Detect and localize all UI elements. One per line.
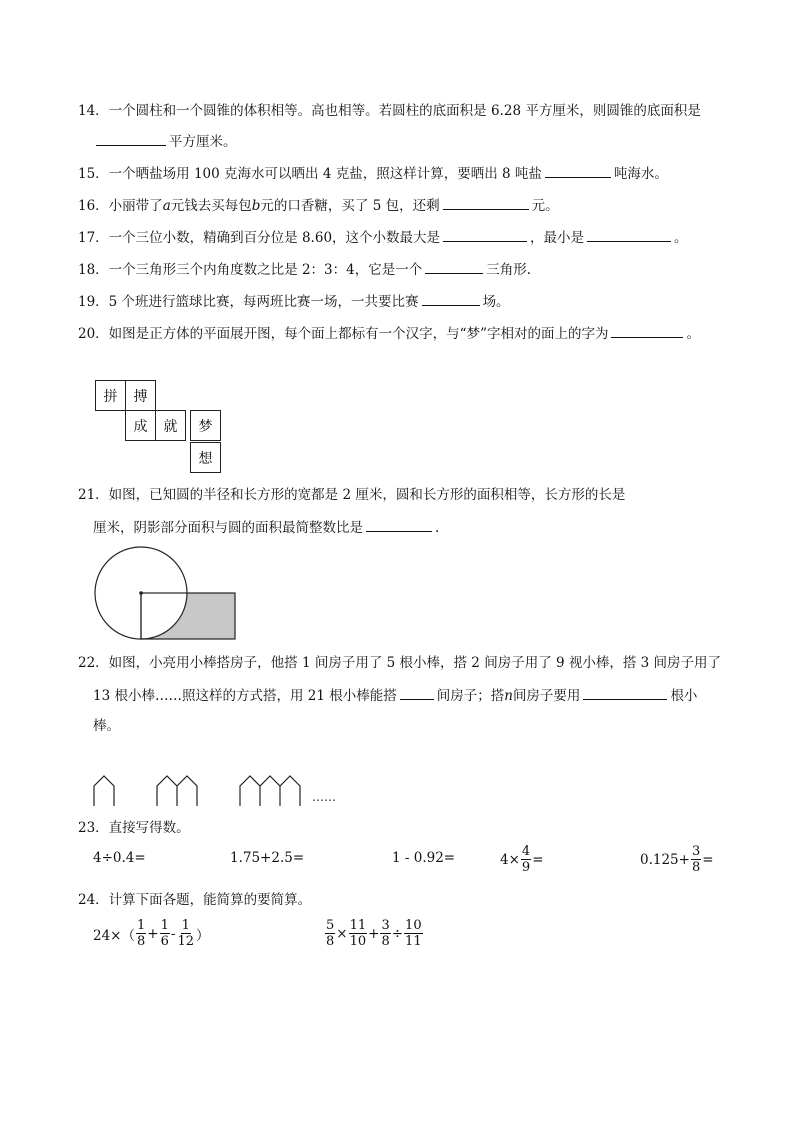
calc-2: $\frac{5}{8}$ × $\frac{11}{10}$ + $\frac{3}{8}$ ÷ $\frac{10}{11}$ [326, 918, 422, 949]
question-23-title: 23．直接写得数。 [78, 820, 190, 836]
question-21: 21．如图，已知圆的半径和长方形的宽都是 2 厘米，圆和长方形的面积相等，长方形的长是 [78, 487, 626, 503]
fraction: $\frac{1}{6}$ [160, 918, 169, 949]
circle-rectangle-diagram [92, 545, 242, 643]
answer-blank[interactable] [425, 259, 483, 274]
question-20: 20．如图是正方体的平面展开图，每个面上都标有一个汉字，与“梦”字相对的面上的字为 。 [78, 323, 700, 344]
center-point [139, 591, 143, 595]
expr-3: 1 - 0.92= [392, 850, 456, 866]
answer-blank[interactable] [443, 227, 527, 242]
expr-2: 1.75+2.5= [230, 850, 305, 866]
calc-1: 24×（ $\frac{1}{8}$ + $\frac{1}{6}$ - $\frac{1}{12}$ ） [93, 918, 210, 949]
answer-blank[interactable] [422, 291, 480, 306]
question-22-cont: 13 根小棒……照这样的方式搭，用 21 根小棒能搭 间房子；搭n间房子要用 根小 [93, 685, 697, 706]
cube-face: 就 [155, 410, 186, 441]
question-14-cont: 平方厘米。 [93, 131, 237, 152]
cube-net-diagram [95, 380, 225, 476]
fraction: $\frac{1}{12}$ [177, 918, 194, 949]
question-22-cont2: 棒。 [93, 718, 120, 734]
house-1 [94, 776, 114, 806]
fraction: $\frac{11}{10}$ [349, 918, 367, 949]
house-3 [240, 776, 300, 806]
answer-blank[interactable] [96, 131, 166, 146]
fraction: $\frac{3}{8}$ [691, 844, 701, 875]
question-16: 16．小丽带了a元钱去买每包b元的口香糖，买了 5 包，还剩 元。 [78, 195, 559, 216]
cube-face: 成 [125, 410, 156, 441]
fraction: $\frac{4}{9}$ [521, 844, 531, 875]
fraction: $\frac{10}{11}$ [405, 918, 422, 949]
expr-5: 0.125+ $\frac{3}{8}$ = [640, 844, 714, 875]
house-2 [157, 776, 197, 806]
question-14: 14．一个圆柱和一个圆锥的体积相等。高也相等。若圆柱的底面积是 6.28 平方厘米，则圆锥的底面积是 [78, 103, 701, 119]
ellipsis-text: …… [312, 790, 336, 804]
answer-blank[interactable] [587, 227, 671, 242]
question-15: 15．一个晒盐场用 100 克海水可以晒出 4 克盐，照这样计算，要晒出 8 吨盐 吨海水。 [78, 163, 668, 184]
cube-face: 想 [190, 442, 221, 473]
question-21-cont: 厘米，阴影部分面积与圆的面积最简整数比是 . [93, 517, 439, 538]
expr-1: 4÷0.4= [93, 850, 146, 866]
fraction: $\frac{1}{8}$ [137, 918, 146, 949]
cube-face: 梦 [190, 410, 221, 441]
fraction: $\frac{3}{8}$ [381, 918, 390, 949]
question-18: 18．一个三角形三个内角度数之比是 2：3：4，它是一个 三角形. [78, 259, 531, 280]
expr-4: 4× $\frac{4}{9}$ = [500, 844, 544, 875]
cube-face: 搏 [125, 380, 156, 411]
answer-blank[interactable] [611, 323, 683, 338]
cube-face: 拼 [95, 380, 126, 411]
question-19: 19．5 个班进行篮球比赛，每两班比赛一场，一共要比赛 场。 [78, 291, 510, 312]
question-22: 22．如图，小亮用小棒搭房子，他搭 1 间房子用了 5 根小棒，搭 2 间房子用了 9 视小棒，搭 3 间房子用了 [78, 655, 722, 671]
answer-blank[interactable] [443, 195, 529, 210]
stick-houses-diagram [92, 772, 322, 810]
answer-blank[interactable] [400, 685, 434, 700]
question-24-title: 24．计算下面各题，能简算的要简算。 [78, 892, 312, 908]
question-17: 17．一个三位小数，精确到百分位是 8.60，这个小数最大是 ，最小是 。 [78, 227, 688, 248]
answer-blank[interactable] [583, 685, 667, 700]
answer-blank[interactable] [545, 163, 611, 178]
fraction: $\frac{5}{8}$ [326, 918, 335, 949]
answer-blank[interactable] [366, 517, 432, 532]
